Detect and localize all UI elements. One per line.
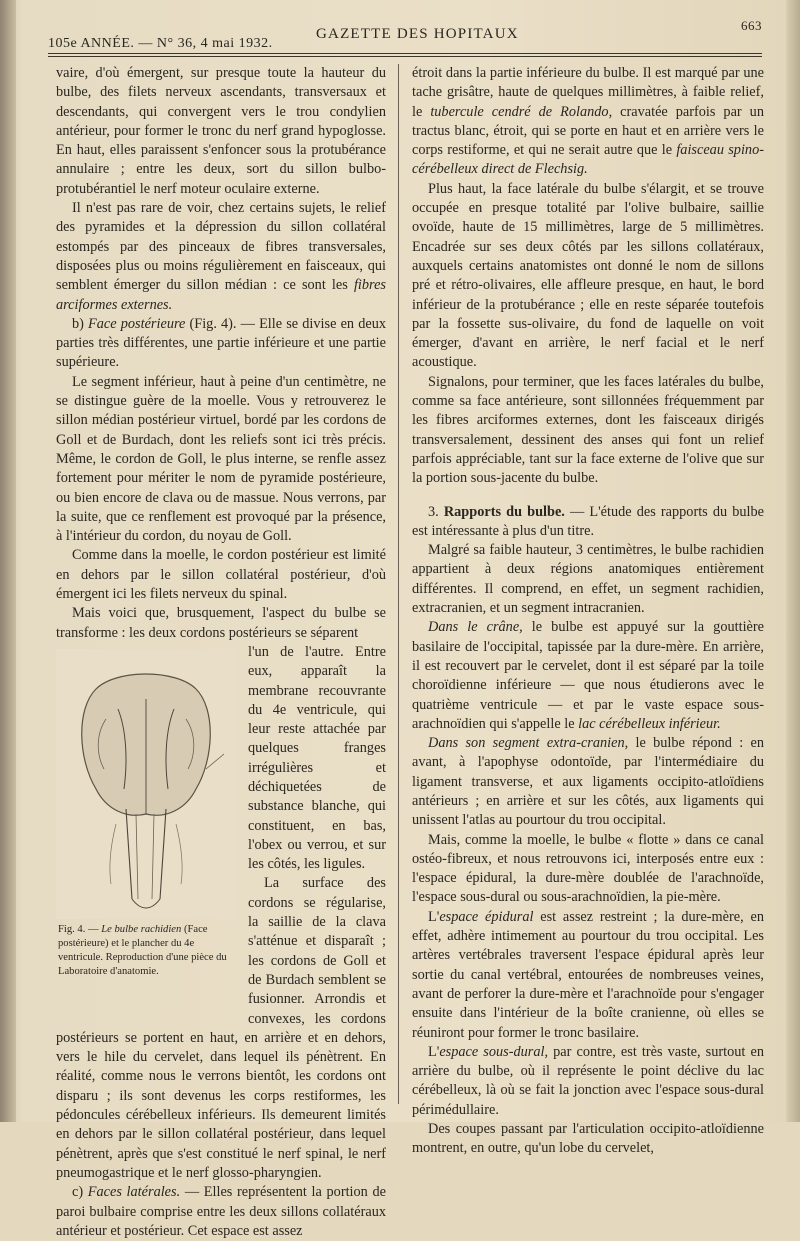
caption-label: Fig. 4. — xyxy=(58,923,102,935)
caption-title: Le bulbe rachidien xyxy=(101,923,182,935)
text-run: étroit dans la partie inférieure du bulbe. Il est marqué par une tache grisâtre, haute de quelques millimètres, à faible relief, le xyxy=(412,65,764,120)
journal-title: GAZETTE DES HOPITAUX xyxy=(316,26,519,42)
paragraph: Mais, comme la moelle, le bulbe « flotte » dans ce canal ostéo-fibreux, et nous retrouvons ici, interposés entre eux : l'espace épidural, la dure-mère doublée de l'arachnoïde, l'espace sous-dural ou sous-arachnoïdien, la pie-mère. xyxy=(412,831,764,906)
emphasis: fibres arciformes externes. xyxy=(56,277,386,313)
section-title: Rapports du bulbe. xyxy=(443,503,565,520)
page-edge-shadow xyxy=(786,0,800,1122)
text-run: cravatée parfois par un tractus blanc, étroit, qui se porte en haut et en arrière vers le corps restiforme, et qui ne serait autre que le xyxy=(412,103,764,159)
paragraph xyxy=(412,908,764,1043)
paragraph: La surface des cordons se régularise, la saillie de la clava s'atténue et disparaît ; les cordons de Goll et de Burdach semblent se fusionner. Arrondis et convexes, les cordons postérieurs se portent en haut, en arrière et en dehors, vers le hile du cervelet, dans lequel ils pénètrent. En réalité, comme nous le verrons bientôt, les cordons ont disparu ; ils sont devenus les corps restiformes, les pédoncules cérébelleux inférieurs. Ils demeurent limités en dehors par le sillon collatéral postérieur, dans lequel pénètrent, après que s'est constitué le nerf spinal, le nerf pneumogastrique et le nerf glosso-pharyngien. xyxy=(56,875,386,1181)
figure-caption xyxy=(58,923,234,979)
section-number: 3. xyxy=(428,503,444,520)
text-run: est assez restreint ; la dure-mère, en effet, adhère intimement au pourtour du trou occipital. Les artères vertébrales traversent l'espace épidural après leur sortie du canal vertébral, entourées de nombreuses veines, avant de perforer la dure-mère et l'arachnoïde pour s'engager ensuite dans l'intérieur de la boîte cranienne, où elles se réuniront pour former le tronc basilaire. xyxy=(412,908,764,1041)
text-run: (Fig. 4). — Elle se divise en deux parties très différentes, une partie inférieure et une partie supérieure. xyxy=(56,315,386,371)
text-run: — L'étude des rapports du bulbe est intéressante à plus d'un titre. xyxy=(412,503,764,539)
emphasis: faisceau spino-cérébelleux direct de Flechsig. xyxy=(412,142,764,178)
header-rule-bottom xyxy=(48,56,762,57)
emphasis: Dans le crâne, xyxy=(428,619,523,636)
page-binding-shadow xyxy=(0,0,16,1122)
right-column xyxy=(412,64,764,1159)
paragraph: Comme dans la moelle, le cordon postérieur est limité en dehors par le sillon collatéral postérieur, d'où émergent ici les filets nerveux du spinal. xyxy=(56,547,386,603)
text-run: le bulbe répond : en avant, à l'apophyse odontoïde, par l'intermédiaire du ligament transverse, et aux ligaments occipito-atloïdiens antérieurs ; en arrière et sur les côtés, aux ligaments qui unissent l'atlas au pourtour du trou occipital. xyxy=(412,735,764,829)
emphasis: Dans son segment extra-cranien, xyxy=(428,735,629,752)
subsection-title: Faces latérales. xyxy=(87,1184,181,1201)
paragraph: Mais voici que, brusquement, l'aspect du bulbe se transforme : les deux cordons postérieurs se séparent xyxy=(56,605,386,641)
text-run: L' xyxy=(428,908,440,925)
text-run: par contre, est très vaste, surtout en arrière du bulbe, où il représente le point déclive du lac cérébelleux, là où se fait la jonction avec l'espace sous-dural périmédullaire. xyxy=(412,1043,764,1118)
paragraph xyxy=(412,618,764,734)
caption-text: (Face postérieure) et le plancher du 4e ventricule. Reproduction d'une pièce du Laboratoire d'anatomie. xyxy=(58,923,227,977)
left-column xyxy=(56,64,386,1241)
paragraph xyxy=(56,1183,386,1241)
figure-4 xyxy=(56,649,236,1014)
emphasis: espace épidural xyxy=(439,908,534,925)
paragraph xyxy=(56,199,386,315)
page-number: 663 xyxy=(741,18,762,33)
paragraph: Le segment inférieur, haut à peine d'un centimètre, ne se distingue guère de la moelle. Vous y retrouverez le sillon médian postérieur virtuel, bordé par les cordons de Goll et de Burdach, dont les reliefs sont ici très précis. Même, le cordon de Goll, le plus interne, se renfle assez fortement pour mériter le nom de pyramide postérieure, ou bien encore de clava ou de massue. Nous verrons, par la suite, que ce renflement est provoqué par la présence, à l'intérieur du cordon, du noyau de Goll. xyxy=(56,373,386,545)
paragraph xyxy=(56,315,386,373)
paragraph: Malgré sa faible hauteur, 3 centimètres, le bulbe rachidien appartient à deux régions anatomiques entièrement différentes. Il comprend, en effet, un segment rachidien, extracranien, et un segment intracranien. xyxy=(412,542,764,617)
text-run: c) xyxy=(72,1184,88,1201)
issue-info: 105e ANNÉE. — N° 36, 4 mai 1932. xyxy=(48,36,273,51)
page-header xyxy=(48,18,762,51)
emphasis: espace sous-dural, xyxy=(439,1043,549,1060)
paragraph xyxy=(412,1043,764,1120)
text-run: le bulbe est appuyé sur la gouttière basilaire de l'occipital, tapissée par la dure-mère. En arrière, il est recouvert par le cervelet, dont il est séparé par la toile choroïdienne inférieure — que nous étudierons avec le quatrième ventricule — et par le vaste espace sous-arachnoïdien qui s'appelle le xyxy=(412,619,765,732)
medulla-illustration xyxy=(56,649,236,919)
paragraph: vaire, d'où émergent, sur presque toute la hauteur du bulbe, des filets nerveux ascendants, transversaux et descendants, qui convergent vers le trou condylien antérieur, pour former le tronc du nerf grand hypoglosse. En haut, elles paraissent s'enfoncer sous la protubérance annulaire ; entre les deux, sort du sillon bulbo-protubérantiel le nerf moteur oculaire externe. xyxy=(56,65,386,197)
paragraph: Plus haut, la face latérale du bulbe s'élargit, et se trouve occupée en presque totalité par l'olive bulbaire, saillie ovoïde, haute de 15 millimètres, large de 5 millimètres. Encadrée sur ses deux côtés par les sillons collatéraux, auxquels certains anatomistes ont donné le nom de sillons pré et rétro-olivaires, elle affleure presque, en haut, le bord inférieur de la protubérance ; elle en reste séparée toutefois par la fossette sus-olivaire, du fond de laquelle on voit émerger, d'avant en arrière, le nerf facial et le nerf acoustique. xyxy=(412,180,764,371)
text-run: — Elles représentent la portion de paroi bulbaire comprise entre les deux sillons collatéraux antérieur et postérieur. Cet espace est assez xyxy=(56,1184,386,1239)
column-divider xyxy=(398,64,399,1104)
subsection-title: Face postérieure xyxy=(88,315,186,332)
text-run: b) xyxy=(72,315,89,332)
section-heading xyxy=(412,503,764,542)
emphasis: tubercule cendré de Rolando, xyxy=(430,103,613,120)
paragraph: Des coupes passant par l'articulation occipito-atloïdienne montrent, en outre, qu'un lobe du cervelet, xyxy=(412,1121,764,1157)
text-run: Il n'est pas rare de voir, chez certains sujets, le relief des pyramides et la dépression du sillon collatéral estompés par des pinceaux de fibres transversales, disposées plus ou moins régulièrement en faisceaux, qui semblent émerger du sillon médian : ce sont les xyxy=(56,200,386,294)
text-run: L' xyxy=(428,1043,440,1060)
paragraph xyxy=(412,64,764,180)
paragraph: Signalons, pour terminer, que les faces latérales du bulbe, comme sa face antérieure, sont sillonnées fréquemment par les fibres arciformes externes, dont les faisceaux dirigés transversalement, dessinent des anses qui font un relief parfois appréciable, tant sur la face externe de l'olive que sur la portion sous-jacente du bulbe. xyxy=(412,373,764,487)
paragraph: l'un de l'autre. Entre eux, apparaît la membrane recouvrante du 4e ventricule, qui leur reste attachée par quelques franges irrégulières et déchiquetées de substance blanche, qui constituent, en bas, l'obex ou verrou, et sur les côtés, les ligules. xyxy=(248,643,386,873)
header-rule-top xyxy=(48,53,762,54)
paragraph xyxy=(412,734,764,830)
emphasis: lac cérébelleux inférieur. xyxy=(578,715,721,732)
